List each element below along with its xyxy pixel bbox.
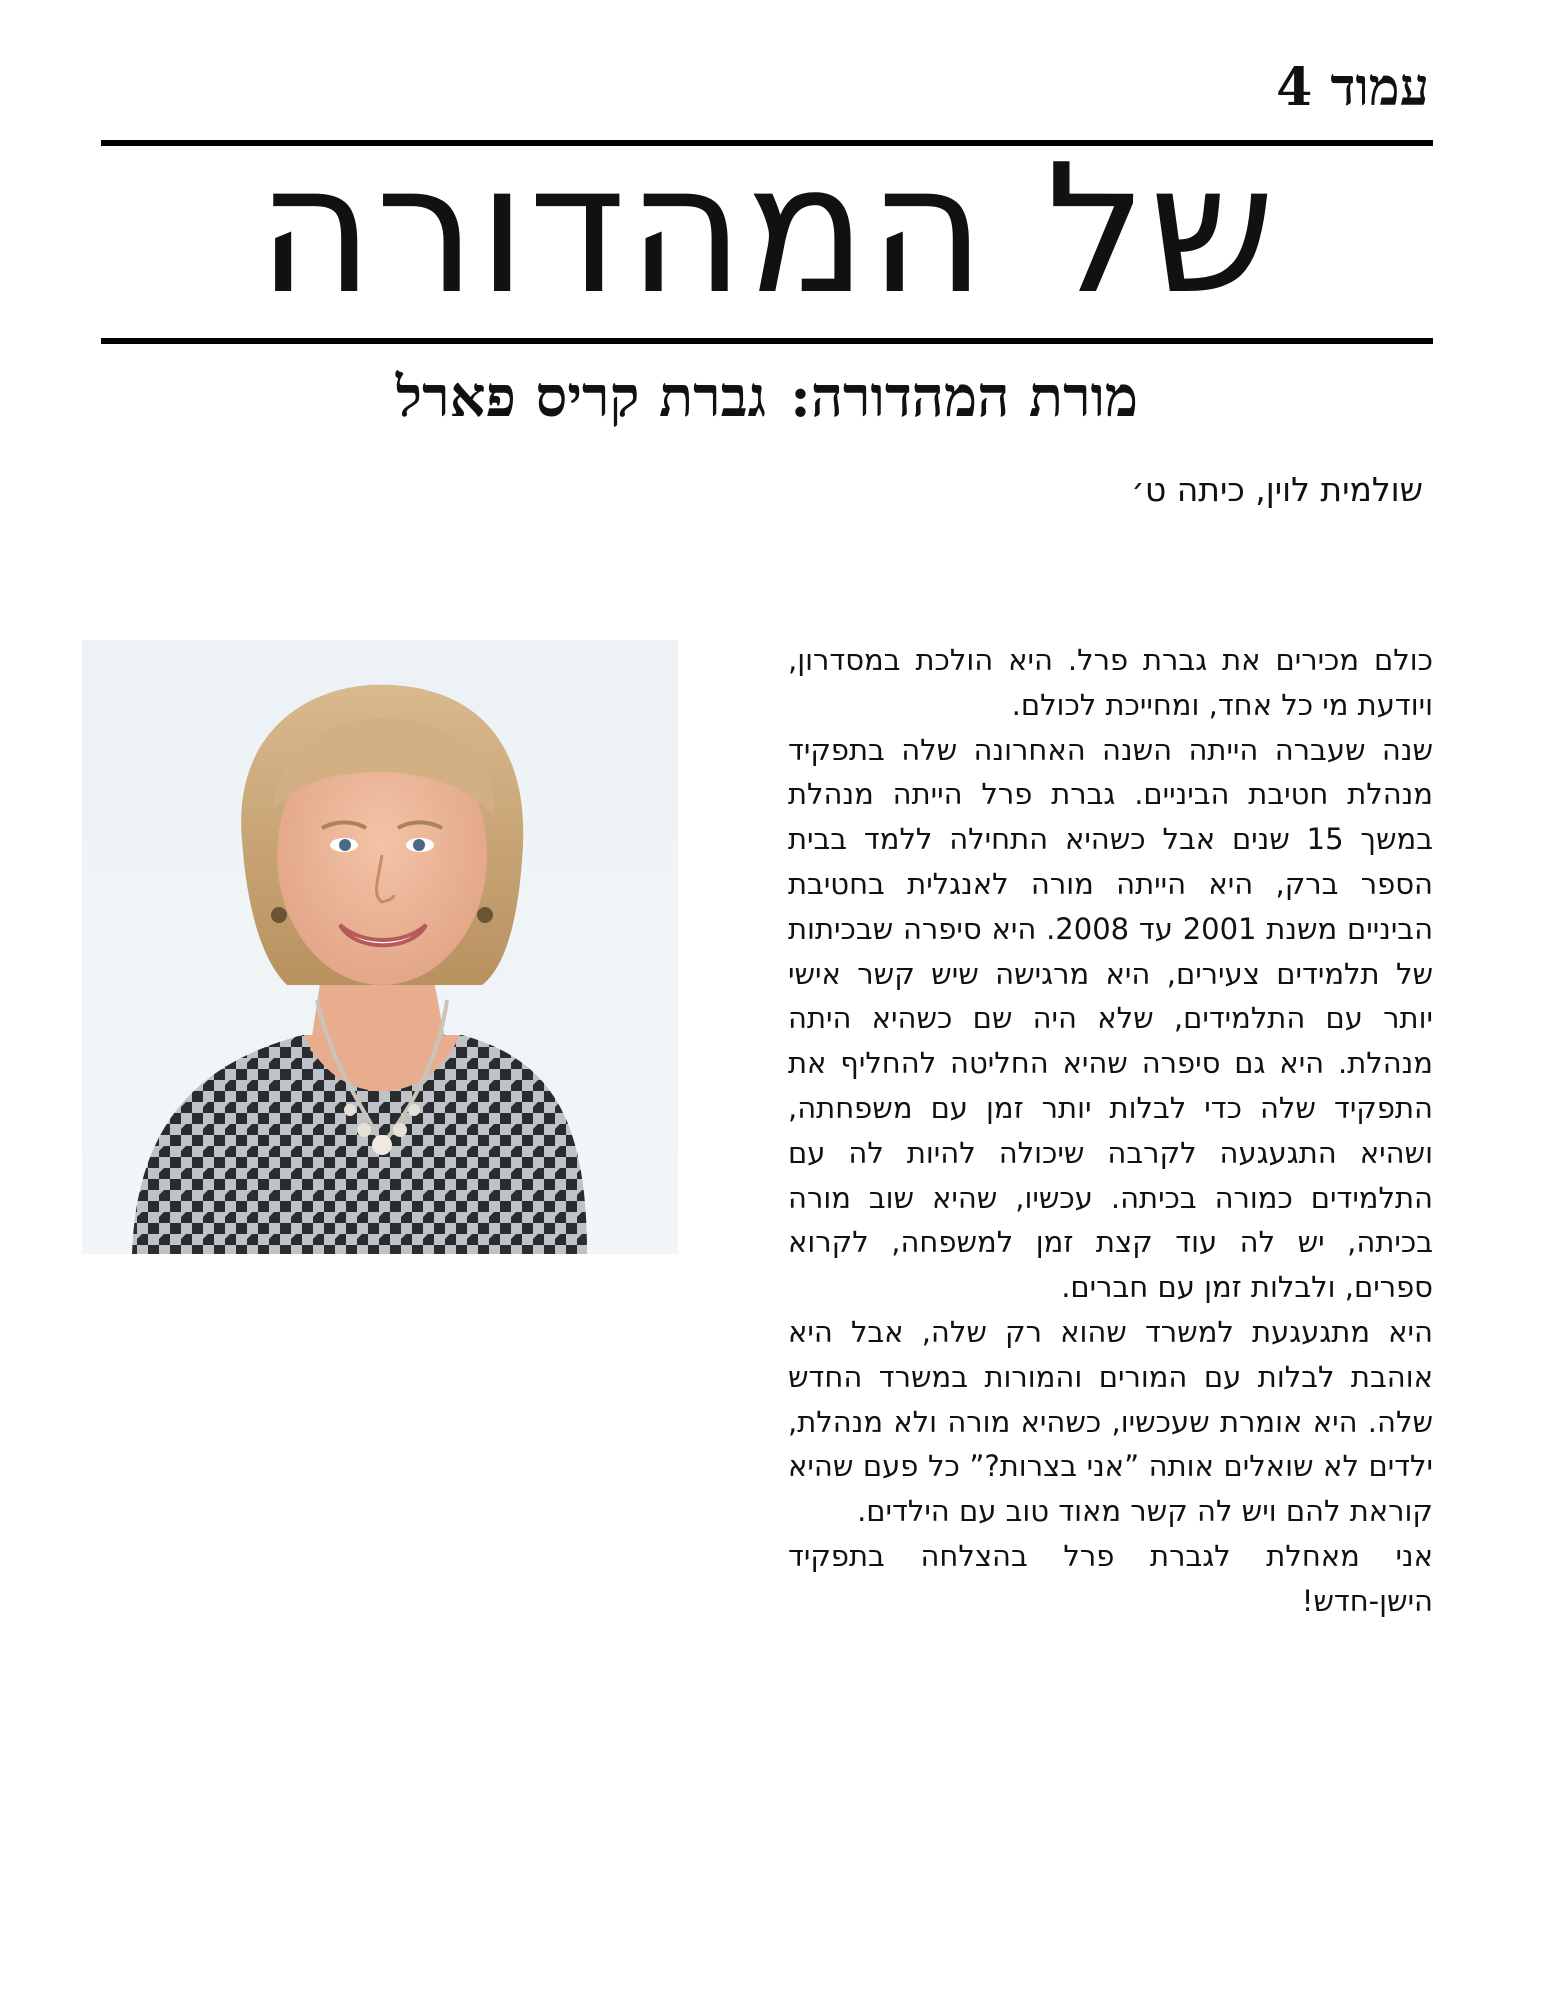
article-paragraph: שנה שעברה הייתה השנה האחרונה שלה בתפקיד מנהלת חטיבת הביניים. גברת פרל הייתה מנהלת במשך 15 שנים אבל כשהיא התחילה ללמד בבית הספר ברק, היא הייתה מורה לאנגלית בחטיבת הביניים משנת 2001 עד 2008. היא סיפרה שבכיתות של תלמידים צעירים, היא מרגישה שיש קשר אישי יותר עם התלמידים, שלא היה שם כשהיא היתה מנהלת. היא גם סיפרה שהיא החליטה להחליף את התפקיד שלה כדי לבלות יותר זמן עם משפחתה, ושהיא התגעגעה לקרבה שיכולה להיות לה עם התלמידים כמורה בכיתה. עכשיו, שהיא שוב מורה בכיתה, יש לה עוד קצת זמן למשפחה, לקרוא ספרים, ולבלות זמן עם חברים. (788, 732, 1434, 1305)
article-paragraph: כולם מכירים את גברת פרל. היא הולכת במסדרון, ויודעת מי כל אחד, ומחייכת לכולם. (788, 643, 1433, 722)
article-headline (101, 364, 1433, 431)
article-paragraph: היא מתגעגעת למשרד שהוא רק שלה, אבל היא אוהבת לבלות עם המורים והמורות במשרד החדש שלה. היא אומרת שעכשיו, כשהיא מורה ולא מנהלת, ילדים לא שואלים אותה ”אני בצרות?” כל פעם שהיא קוראת להם ויש לה קשר מאוד טוב עם הילדים. (788, 1314, 1433, 1529)
article-byline: שולמית לוין, כיתה ט׳ (1131, 470, 1423, 509)
headline-label: מורת המהדורה: (790, 364, 1139, 430)
portrait-illustration (82, 640, 678, 1254)
masthead-title: של המהדורה (257, 126, 1277, 333)
portrait-photo (82, 640, 678, 1254)
masthead-bottom-rule (101, 338, 1433, 344)
headline-name: גברת קריס פארל (395, 364, 767, 430)
article-body (788, 638, 1433, 1624)
article-paragraph: אני מאחלת לגברת פרל בהצלחה בתפקיד הישן-חדש! (788, 1538, 1433, 1618)
page-number: עמוד 4 (1276, 57, 1429, 118)
